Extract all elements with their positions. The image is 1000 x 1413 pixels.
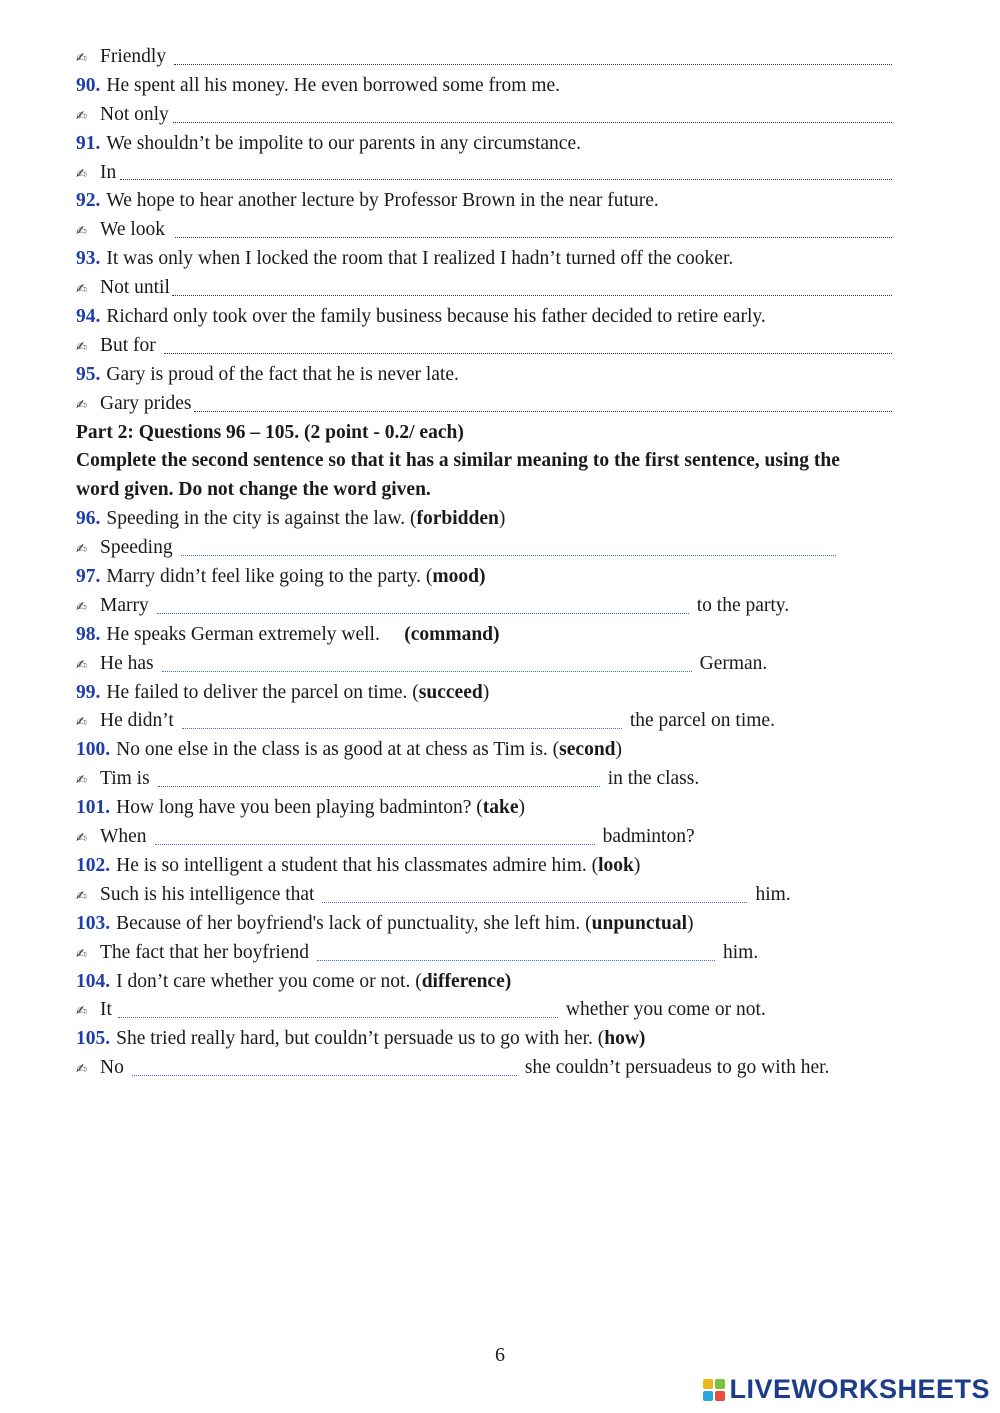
pen-icon: ✍ [76,946,87,962]
question-text: How long have you been playing badminton? ( [116,797,483,819]
rewrite-line-100 [76,765,936,794]
pen-icon: ✍ [76,282,87,298]
question-number: 96. [76,508,101,530]
pen-icon: ✍ [76,715,87,731]
rewrite-prefix: No [100,1057,124,1079]
rewrite-prefix: Not until [100,277,170,299]
given-word: how) [604,1028,646,1050]
part2-title: Part 2: Questions 96 – 105. (2 point - 0.2/ each) [76,421,464,443]
question-text: He failed to deliver the parcel on time. ( [106,681,419,703]
pen-icon: ✍ [76,542,87,558]
question-text: Because of her boyfriend's lack of punctuality, she left him. ( [116,912,592,934]
question-number: 95. [76,363,101,385]
question-101 [76,794,936,823]
pen-icon: ✍ [76,1062,87,1078]
rewrite-suffix: in the class. [607,768,700,790]
question-number: 103. [76,912,111,934]
rewrite-suffix: him. [723,941,759,963]
question-text: No one else in the class is as good at at chess as Tim is. ( [116,739,560,761]
question-text: Gary is proud of the fact that he is never late. [106,363,459,385]
given-word: difference) [421,970,512,992]
question-91 [76,130,936,159]
question-90 [76,72,936,101]
rewrite-prefix: Such is his intelligence that [100,883,315,905]
part2-instruction-line2: word given. Do not change the word given. [76,479,431,501]
rewrite-prefix: But for [100,334,156,356]
answer-blank-104[interactable] [118,1017,558,1018]
rewrite-line-97 [76,592,936,621]
worksheet-page [76,43,936,1083]
rewrite-line-104 [76,996,936,1025]
rewrite-prefix: The fact that her boyfriend [100,941,309,963]
rewrite-suffix: she couldn’t persuadeus to go with her. [524,1057,830,1079]
pen-icon: ✍ [76,831,87,847]
question-number: 93. [76,248,101,270]
question-96 [76,505,936,534]
answer-blank-103[interactable] [317,960,715,961]
question-text: Marry didn’t feel like going to the party. ( [106,566,433,588]
question-close: ) [482,681,490,703]
question-close: ) [518,797,525,819]
rewrite-prefix: Tim is [100,768,150,790]
rewrite-line-105 [76,1054,936,1083]
question-93 [76,245,936,274]
question-104 [76,968,936,997]
question-close: ) [687,912,694,934]
question-95 [76,361,936,390]
question-text: Speeding in the city is against the law. ( [106,508,417,530]
rewrite-line-101 [76,823,936,852]
rewrite-line-95 [76,390,936,419]
rewrite-line-90 [76,101,936,130]
rewrite-suffix: the parcel on time. [629,710,775,732]
answer-blank-94[interactable] [164,353,892,354]
given-word: unpunctual [591,912,688,934]
question-100 [76,736,936,765]
given-word: mood) [432,566,486,588]
rewrite-prefix: Not only [100,103,169,125]
question-94 [76,303,936,332]
rewrite-line-92 [76,216,936,245]
pen-icon: ✍ [76,224,87,240]
question-text: He spent all his money. He even borrowed some from me. [106,74,560,96]
question-text: I don’t care whether you come or not. ( [116,970,422,992]
answer-blank-102[interactable] [322,902,747,903]
question-number: 90. [76,74,101,96]
answer-blank-101[interactable] [155,844,595,845]
given-word: succeed [418,681,483,703]
question-close: ) [615,739,623,761]
pen-icon: ✍ [76,657,87,673]
rewrite-line-91 [76,159,936,188]
rewrite-prefix: He has [100,652,154,674]
question-number: 100. [76,739,111,761]
question-number: 102. [76,854,111,876]
answer-blank-91[interactable] [120,179,892,180]
answer-blank-89[interactable] [174,64,892,65]
given-word: (command) [404,623,500,645]
question-99 [76,679,936,708]
question-text: She tried really hard, but couldn’t persuade us to go with her. ( [116,1028,605,1050]
rewrite-prefix: When [100,826,147,848]
pen-icon: ✍ [76,51,87,66]
question-number: 105. [76,1028,111,1050]
question-97 [76,563,936,592]
rewrite-line-89 [76,43,936,72]
question-text: He is so intelligent a student that his classmates admire him. ( [116,854,599,876]
rewrite-line-103 [76,939,936,968]
pen-icon: ✍ [76,339,87,355]
rewrite-suffix: German. [699,652,768,674]
answer-blank-99[interactable] [182,728,622,729]
question-103 [76,910,936,939]
answer-blank-96[interactable] [181,555,836,556]
rewrite-prefix: Speeding [100,537,173,559]
rewrite-line-102 [76,881,936,910]
pen-icon: ✍ [76,773,87,789]
question-text: We hope to hear another lecture by Professor Brown in the near future. [106,190,659,212]
rewrite-suffix: badminton? [602,826,695,848]
question-105 [76,1025,936,1054]
rewrite-prefix: Gary prides [100,392,192,414]
question-number: 97. [76,566,101,588]
question-close: ) [633,854,641,876]
answer-blank-98[interactable] [162,671,692,672]
pen-icon: ✍ [76,888,87,904]
rewrite-prefix: In [100,161,117,183]
rewrite-suffix: him. [755,883,791,905]
question-number: 94. [76,306,101,328]
liveworksheets-logo [703,1374,990,1405]
rewrite-prefix: It [100,999,112,1021]
rewrite-line-94 [76,332,936,361]
rewrite-prefix: Marry [100,594,149,616]
rewrite-line-98 [76,650,936,679]
question-number: 99. [76,681,101,703]
rewrite-line-96 [76,534,936,563]
given-word: forbidden [416,508,499,530]
question-number: 101. [76,797,111,819]
answer-blank-100[interactable] [158,786,600,787]
answer-blank-95[interactable] [194,411,892,412]
rewrite-prefix: He didn’t [100,710,174,732]
pen-icon: ✍ [76,599,87,615]
question-text: Richard only took over the family business because his father decided to retire early. [106,306,766,328]
page-number: 6 [495,1344,505,1366]
rewrite-suffix: to the party. [696,594,790,616]
question-102 [76,852,936,881]
rewrite-prefix: We look [100,219,166,241]
pen-icon: ✍ [76,108,87,124]
question-close: ) [498,508,506,530]
question-text: It was only when I locked the room that I realized I hadn’t turned off the cooker. [106,248,734,270]
question-text: We shouldn’t be impolite to our parents in any circumstance. [106,132,581,154]
question-number: 91. [76,132,101,154]
answer-blank-97[interactable] [157,613,689,614]
pen-icon: ✍ [76,166,87,182]
question-text: He speaks German extremely well. [106,623,405,645]
pen-icon: ✍ [76,397,87,413]
given-word: look [598,854,634,876]
given-word: second [559,739,616,761]
answer-blank-90[interactable] [173,122,892,123]
rewrite-line-93 [76,274,936,303]
rewrite-line-99 [76,707,936,736]
question-number: 92. [76,190,101,212]
rewrite-prefix: Friendly [100,46,167,67]
part2-instruction-line1: Complete the second sentence so that it has a similar meaning to the first sentence, using the [76,450,840,472]
given-word: take [482,797,519,819]
brand-name: LIVEWORKSHEETS [729,1374,990,1404]
rewrite-suffix: whether you come or not. [565,999,766,1021]
answer-blank-92[interactable] [175,237,892,238]
question-number: 104. [76,970,111,992]
question-number: 98. [76,623,101,645]
question-98 [76,621,936,650]
answer-blank-93[interactable] [172,295,892,296]
question-92 [76,187,936,216]
pen-icon: ✍ [76,1004,87,1020]
liveworksheets-logo-icon [703,1379,725,1401]
answer-blank-105[interactable] [132,1075,517,1076]
